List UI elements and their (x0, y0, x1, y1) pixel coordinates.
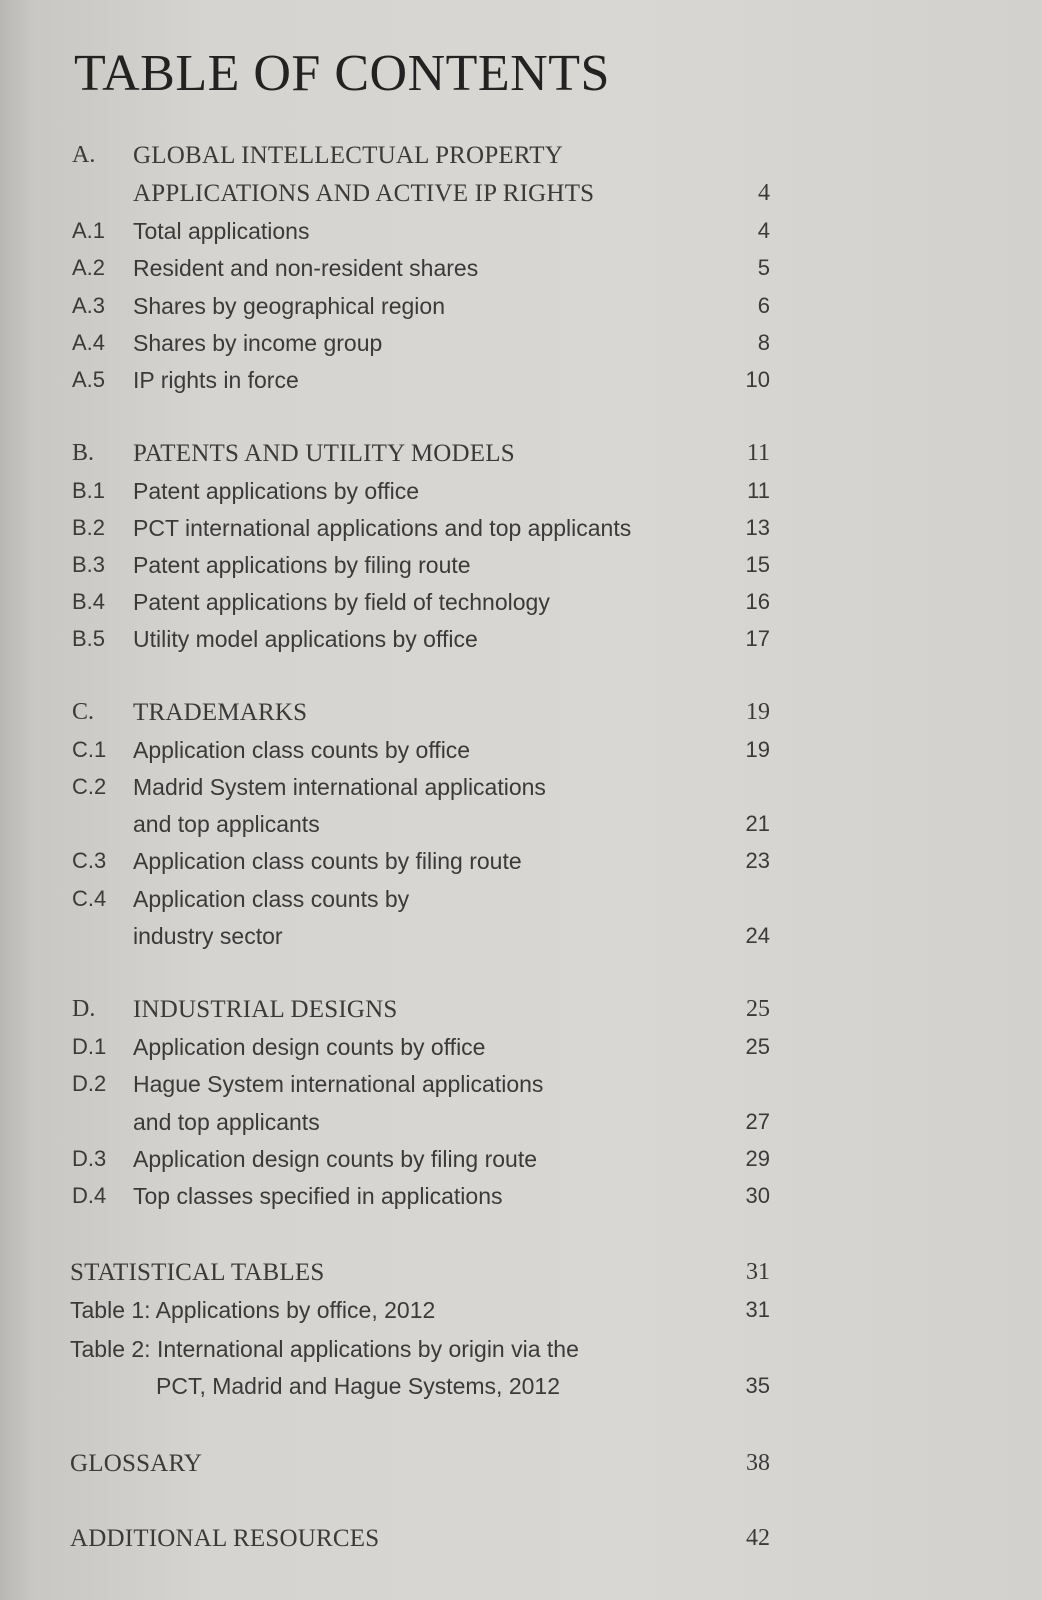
entry-title: Patent applications by filing route (133, 552, 471, 578)
section-title: STATISTICAL TABLES (70, 1259, 325, 1286)
page-number: 25 (745, 1034, 770, 1059)
entry-number: D.2 (72, 1071, 107, 1096)
additional-resources-heading[interactable] (70, 1525, 770, 1555)
entry-title: Shares by income group (133, 330, 383, 356)
toc-entry-c4-cont[interactable] (70, 923, 770, 953)
toc-entry-a3[interactable] (70, 293, 770, 323)
toc-entry-b3[interactable] (70, 552, 770, 582)
toc-entry-c2-cont[interactable] (70, 811, 770, 841)
entry-number: A.5 (72, 367, 106, 392)
section-number: D. (72, 996, 96, 1022)
page-number: 15 (745, 552, 770, 577)
entry-title: Hague System international applications (133, 1071, 544, 1097)
page-number: 31 (745, 1297, 770, 1322)
toc-entry-c3[interactable] (70, 848, 770, 878)
entry-title: Application design counts by filing route (133, 1146, 538, 1172)
entry-title: Application class counts by (133, 886, 410, 912)
section-a-heading-cont[interactable] (70, 180, 770, 210)
toc-entry-b5[interactable] (70, 626, 770, 656)
page-number: 35 (745, 1373, 770, 1398)
toc-entry-a5[interactable] (70, 367, 770, 397)
statistical-tables-heading[interactable] (70, 1259, 770, 1289)
entry-number: B.5 (72, 626, 106, 651)
entry-number: B.4 (72, 589, 106, 614)
page-number: 6 (757, 293, 770, 318)
toc-entry-a4[interactable] (70, 330, 770, 360)
toc-entry-table-1[interactable] (70, 1297, 770, 1327)
entry-title-cont: and top applicants (133, 811, 320, 837)
section-title: GLOSSARY (70, 1450, 203, 1477)
toc-entry-d3[interactable] (70, 1146, 770, 1176)
toc-entry-table-2-cont[interactable] (70, 1373, 770, 1403)
page-number: 24 (745, 923, 770, 948)
entry-title: Patent applications by field of technology (133, 589, 550, 615)
page-number: 4 (757, 218, 770, 243)
toc-entry-b1[interactable] (70, 478, 770, 508)
page-number: 16 (745, 589, 770, 614)
toc-entry-d2-cont[interactable] (70, 1109, 770, 1139)
entry-title: Resident and non-resident shares (133, 255, 479, 281)
section-number: A. (72, 142, 96, 168)
toc-entry-table-2[interactable] (70, 1336, 770, 1366)
toc-entry-c2[interactable] (70, 774, 770, 804)
section-b-heading[interactable] (70, 440, 770, 470)
entry-title-cont: industry sector (133, 923, 283, 949)
page-number: 29 (745, 1146, 770, 1171)
toc-entry-d4[interactable] (70, 1183, 770, 1213)
page-number: 30 (745, 1183, 770, 1208)
entry-number: C.2 (72, 774, 107, 799)
entry-title: Table 2: International applications by origin via the (70, 1336, 579, 1362)
toc-entry-c1[interactable] (70, 737, 770, 767)
page-number: 27 (745, 1109, 770, 1134)
entry-title: Utility model applications by office (133, 626, 478, 652)
page-number: 8 (757, 330, 770, 355)
page-number: 25 (746, 996, 770, 1022)
toc-entry-a1[interactable] (70, 218, 770, 248)
entry-number: D.3 (72, 1146, 107, 1171)
section-title: ADDITIONAL RESOURCES (70, 1525, 380, 1552)
section-title: PATENTS AND UTILITY MODELS (133, 440, 515, 467)
section-title: GLOBAL INTELLECTUAL PROPERTY (133, 142, 563, 169)
entry-title: Patent applications by office (133, 478, 419, 504)
entry-title: Top classes specified in applications (133, 1183, 503, 1209)
glossary-heading[interactable] (70, 1450, 770, 1480)
section-number: B. (72, 440, 95, 466)
toc-entry-c4[interactable] (70, 886, 770, 916)
toc-entry-d1[interactable] (70, 1034, 770, 1064)
entry-title: PCT international applications and top applicants (133, 515, 632, 541)
section-title: INDUSTRIAL DESIGNS (133, 996, 398, 1023)
section-d-heading[interactable] (70, 996, 770, 1026)
entry-number: A.4 (72, 330, 106, 355)
page-number: 38 (746, 1450, 770, 1476)
entry-number: D.1 (72, 1034, 107, 1059)
page-number: 11 (746, 440, 770, 466)
entry-title: IP rights in force (133, 367, 299, 393)
page-number: 31 (746, 1259, 770, 1285)
page-number: 19 (745, 737, 770, 762)
toc-entry-b4[interactable] (70, 589, 770, 619)
page-number: 10 (745, 367, 770, 392)
section-a-heading[interactable] (70, 142, 770, 172)
entry-number: B.2 (72, 515, 106, 540)
entry-title-cont: and top applicants (133, 1109, 320, 1135)
toc-entry-d2[interactable] (70, 1071, 770, 1101)
entry-number: A.2 (72, 255, 106, 280)
entry-title: Application design counts by office (133, 1034, 486, 1060)
page-number: 4 (758, 180, 770, 206)
entry-number: A.1 (72, 218, 106, 243)
entry-title-cont: PCT, Madrid and Hague Systems, 2012 (156, 1373, 560, 1399)
page-number: 5 (757, 255, 770, 280)
section-number: C. (72, 699, 95, 725)
section-title-cont: APPLICATIONS AND ACTIVE IP RIGHTS (133, 180, 595, 207)
page-number: 13 (745, 515, 770, 540)
page-title: TABLE OF CONTENTS (74, 45, 610, 102)
page-number: 21 (745, 811, 770, 836)
entry-title: Shares by geographical region (133, 293, 445, 319)
page-number: 19 (746, 699, 770, 725)
toc-entry-a2[interactable] (70, 255, 770, 285)
section-title: TRADEMARKS (133, 699, 308, 726)
entry-title: Madrid System international applications (133, 774, 546, 800)
entry-number: B.3 (72, 552, 106, 577)
entry-number: B.1 (72, 478, 106, 503)
entry-title: Application class counts by office (133, 737, 471, 763)
entry-title: Application class counts by filing route (133, 848, 522, 874)
toc-entry-b2[interactable] (70, 515, 770, 545)
page-number: 42 (746, 1525, 770, 1551)
entry-title: Total applications (133, 218, 310, 244)
page-number: 23 (745, 848, 770, 873)
entry-number: A.3 (72, 293, 106, 318)
entry-number: C.4 (72, 886, 107, 911)
page-number: 17 (745, 626, 770, 651)
entry-title: Table 1: Applications by office, 2012 (70, 1297, 436, 1323)
page-number: 11 (747, 478, 770, 503)
entry-number: C.3 (72, 848, 107, 873)
entry-number: D.4 (72, 1183, 107, 1208)
section-c-heading[interactable] (70, 699, 770, 729)
entry-number: C.1 (72, 737, 107, 762)
